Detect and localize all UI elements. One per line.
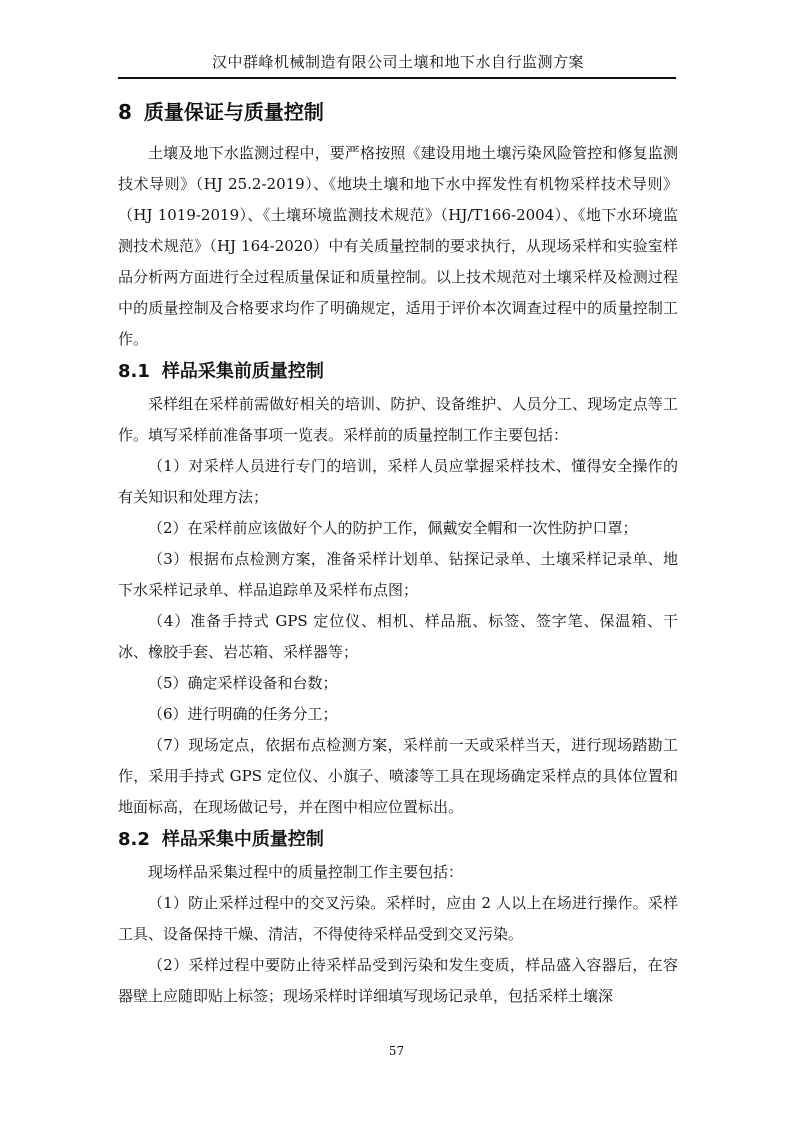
section-8-1-item-1: （1）对采样人员进行专门的培训，采样人员应掌握采样技术、懂得安全操作的有关知识和处理方法；: [118, 457, 678, 506]
document-body: [118, 88, 678, 1012]
section-8-heading: [118, 98, 678, 126]
section-8-1-number: 8.1: [118, 361, 150, 382]
section-8-2-item-1: （1）防止采样过程中的交叉污染。采样时，应由 2 人以上在场进行操作。采样工具、设备保持干燥、清洁，不得使待采样品受到交叉污染。: [118, 894, 678, 943]
section-8-1-item-3: （3）根据布点检测方案，准备采样计划单、钻探记录单、土壤采样记录单、地下水采样记录单、样品追踪单及采样布点图；: [118, 550, 678, 599]
section-8-2-number: 8.2: [118, 829, 150, 850]
section-8-1-item-7: （7）现场定点，依据布点检测方案，采样前一天或采样当天，进行现场踏勘工作，采用手持式 GPS 定位仪、小旗子、喷漆等工具在现场确定采样点的具体位置和地面标高，在现场做记号，并在图中相应位置标出。: [118, 736, 678, 816]
section-8-2-intro: 现场样品采集过程中的质量控制工作主要包括：: [148, 863, 464, 881]
section-8-1-title: 样品采集前质量控制: [161, 361, 324, 382]
header-rule: [118, 77, 676, 79]
running-header: 汉中群峰机械制造有限公司土壤和地下水自行监测方案: [211, 53, 584, 71]
section-8-1-heading: [118, 359, 678, 385]
section-8-2-heading: [118, 827, 678, 853]
section-8-2-item-2: （2）采样过程中要防止待采样品受到污染和发生变质，样品盛入容器后，在容器壁上应随即贴上标签；现场采样时详细填写现场记录单，包括采样土壤深: [118, 956, 678, 1005]
section-8-1-item-5: （5）确定采样设备和台数；: [148, 674, 338, 692]
section-8-1-item-2: （2）在采样前应该做好个人的防护工作，佩戴安全帽和一次性防护口罩；: [148, 519, 638, 537]
section-8-1-item-6: （6）进行明确的任务分工；: [148, 705, 338, 723]
section-8-title: 质量保证与质量控制: [143, 100, 324, 124]
section-8-1-intro: 采样组在采样前需做好相关的培训、防护、设备维护、人员分工、现场定点等工作。填写采样前准备事项一览表。采样前的质量控制工作主要包括：: [118, 395, 678, 444]
section-8-intro: 土壤及地下水监测过程中，要严格按照《建设用地土壤污染风险管控和修复监测技术导则》（HJ 25.2-2019）、《地块土壤和地下水中挥发性有机物采样技术导则》（HJ 1019-2019）、《土壤环境监测技术规范》（HJ/T166-2004）、《地下水环境监测技术规范》（HJ 164-2020）中有关质量控制的要求执行，从现场采样和实验室样品分析两方面进行全过程质量保证和质量控制。以上技术规范对土壤采样及检测过程中的质量控制及合格要求均作了明确规定，适用于评价本次调查过程中的质量控制工作。: [118, 144, 678, 348]
section-8-2-title: 样品采集中质量控制: [161, 829, 324, 850]
page-number: 57: [388, 1044, 405, 1058]
section-8-1-item-4: （4）准备手持式 GPS 定位仪、相机、样品瓶、标签、签字笔、保温箱、干冰、橡胶手套、岩芯箱、采样器等；: [118, 612, 678, 661]
section-8-number: 8: [118, 100, 132, 124]
